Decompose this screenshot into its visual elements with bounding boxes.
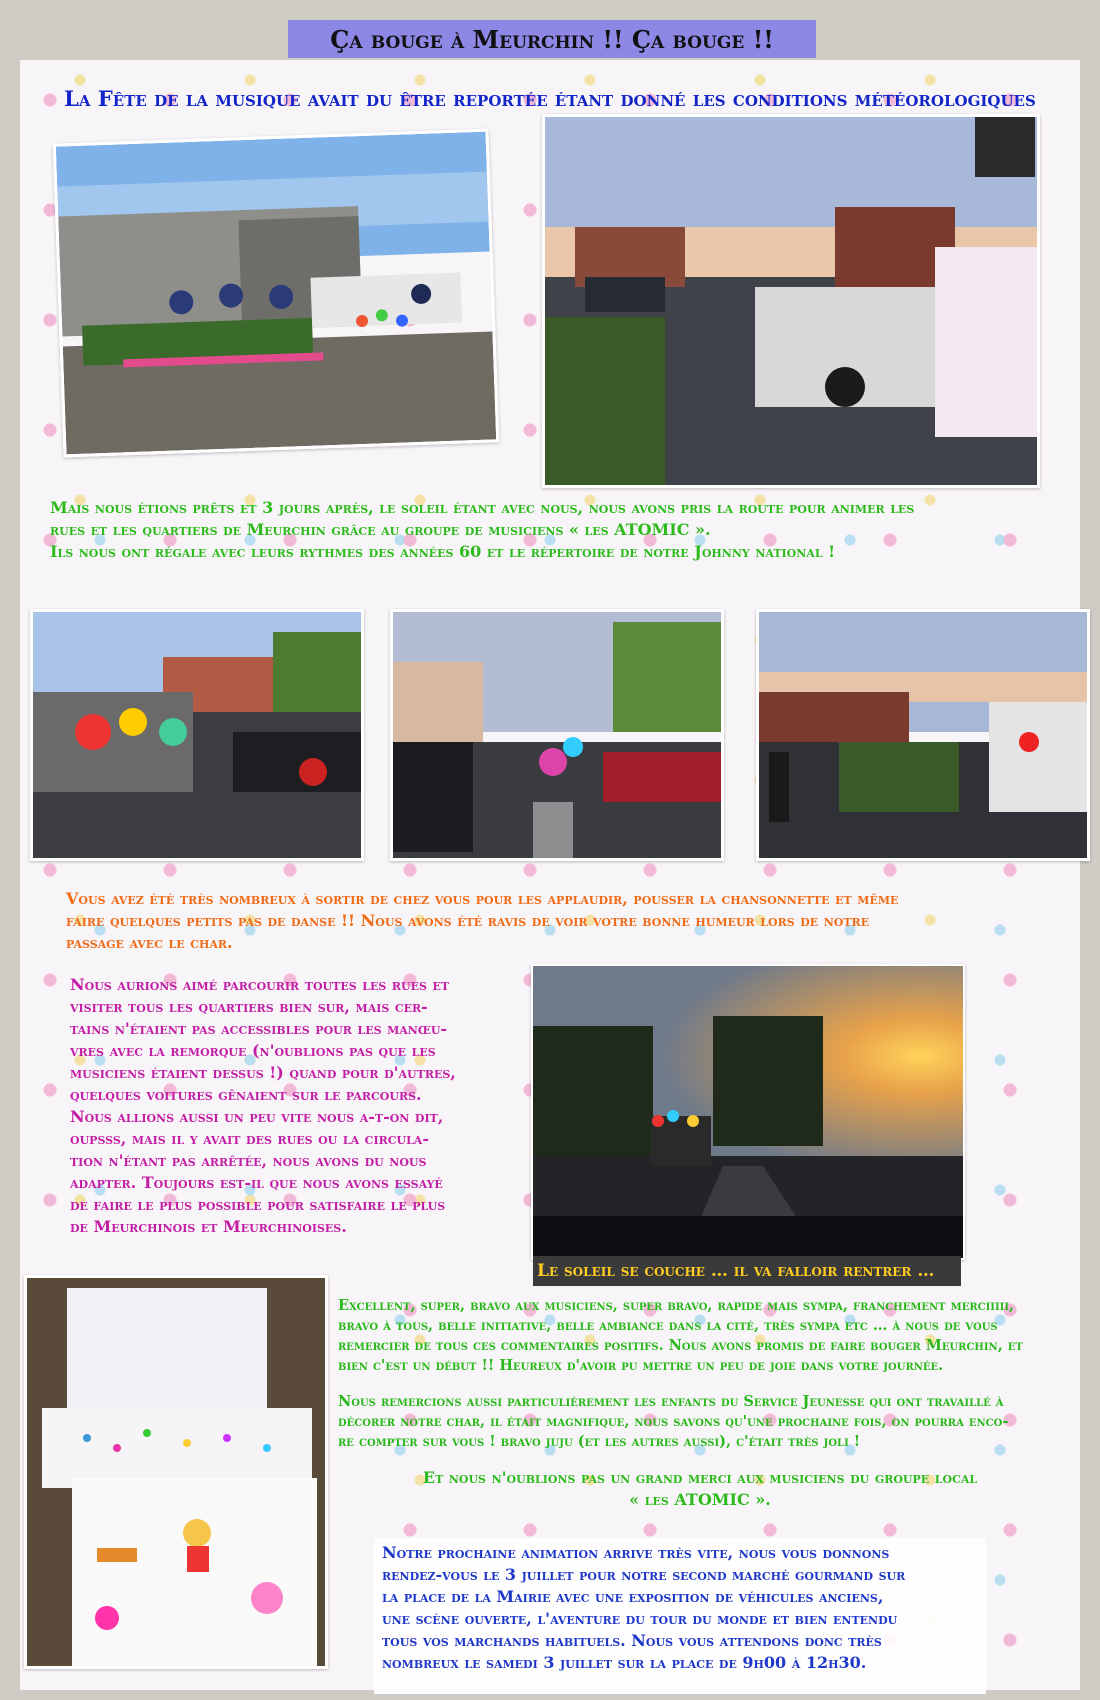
photo-sunset xyxy=(531,964,965,1260)
sunset-caption xyxy=(533,1256,961,1286)
intro-paragraph xyxy=(50,497,1060,563)
text-line: passage avec le char. xyxy=(66,933,233,952)
crowd-paragraph xyxy=(66,888,1066,954)
text-line: visiter tous les quartiers bien sur, mais cer- xyxy=(70,997,428,1016)
text-line: Vous avez été très nombreux à sortir de chez vous pour les applaudir, pousser la chansonnette et même xyxy=(66,889,899,908)
text-line: re compter sur vous ! bravo juju (et les autres aussi), c'était très joli ! xyxy=(338,1433,861,1450)
text-line: musiciens étaient dessus !) quand pour d'autres, xyxy=(70,1063,456,1082)
text-line: Nous remercions aussi particulièrement les enfants du Service Jeunesse qui ont travaillé à xyxy=(338,1393,1004,1410)
text-line: bravo à tous, belle initiative, belle ambiance dans la cité, très sympa etc … à nous de vous xyxy=(338,1317,998,1334)
text-line: rues et les quartiers de Meurchin grâce au groupe de musiciens « les ATOMIC ». xyxy=(50,520,711,539)
text-line: nombreux le samedi 3 juillet sur la place de 9h00 à 12h30. xyxy=(382,1653,867,1672)
photo-crowd-left xyxy=(30,609,364,861)
text-line: faire quelques petits pas de danse !! Nous avons été ravis de voir votre bonne humeur lors de notre xyxy=(66,911,870,930)
text-line: rendez-vous le 3 juillet pour notre second marché gourmand sur xyxy=(382,1565,906,1584)
text-line: vres avec la remorque (n'oublions pas que les xyxy=(70,1041,436,1060)
photo-truck-street xyxy=(542,114,1040,488)
thanks-kids-paragraph xyxy=(338,1392,1074,1452)
caption-text: Le soleil se couche … il va falloir rentrer … xyxy=(537,1261,935,1281)
text-line: Excellent, super, bravo aux musiciens, super bravo, rapide mais sympa, franchement merciiiii, xyxy=(338,1297,1015,1314)
text-line: « les ATOMIC ». xyxy=(629,1490,771,1509)
text-line: Et nous n'oublions pas un grand merci aux musiciens du groupe local xyxy=(422,1468,978,1487)
text-line: Nous aurions aimé parcourir toutes les rues et xyxy=(70,975,450,994)
text-line: Notre prochaine animation arrive très vite, nous vous donnons xyxy=(382,1543,890,1562)
text-line: tous vos marchands habituels. Nous vous attendons donc très xyxy=(382,1631,882,1650)
text-line: tains n'étaient pas accessibles pour les manœu- xyxy=(70,1019,448,1038)
text-line: Ils nous ont régale avec leurs rythmes des années 60 et le répertoire de notre Johnny national ! xyxy=(50,542,836,561)
text-line: la place de la Mairie avec une exposition de véhicules anciens, xyxy=(382,1587,884,1606)
text-line: une scène ouverte, l'aventure du tour du monde et bien entendu xyxy=(382,1609,898,1628)
thanks-musicians-paragraph xyxy=(330,1467,1070,1511)
subtitle: La Fête de la musique avait du être reportée étant donné les conditions météorologiques xyxy=(64,86,1036,111)
photo-band-trailer xyxy=(53,128,500,457)
photo-crowd-right xyxy=(756,609,1090,861)
text-line: remercier de tous ces commentaires positifs. Nous avons promis de faire bouger Meurchin, et xyxy=(338,1337,1023,1354)
text-line: décorer notre char, il était magnifique, nous savons qu'une prochaine fois, on pourra enco- xyxy=(338,1413,1009,1430)
comments-paragraph xyxy=(338,1296,1074,1376)
route-paragraph xyxy=(70,974,510,1238)
text-line: Nous allions aussi un peu vite nous a-t-on dit, xyxy=(70,1107,444,1126)
page-title-text: Ça bouge à Meurchin !! Ça bouge !! xyxy=(330,24,774,54)
text-line: adapter. Toujours est-il que nous avons essayé xyxy=(70,1173,443,1192)
text-line: Mais nous étions prêts et 3 jours après, le soleil étant avec nous, nous avons pris la route pour animer les xyxy=(50,498,915,517)
text-line: oupsss, mais il y avait des rues ou la circula- xyxy=(70,1129,429,1148)
text-line: bien c'est un début !! Heureux d'avoir pu mettre un peu de joie dans votre journée. xyxy=(338,1357,944,1374)
text-line: quelques voitures gênaient sur le parcours. xyxy=(70,1085,422,1104)
next-event-paragraph xyxy=(382,1542,982,1674)
text-line: de Meurchinois et Meurchinoises. xyxy=(70,1217,347,1236)
page-title xyxy=(288,20,816,58)
text-line: de faire le plus possible pour satisfaire le plus xyxy=(70,1195,446,1214)
photo-kids-banner xyxy=(24,1275,328,1669)
photo-crowd-middle xyxy=(390,609,724,861)
text-line: tion n'étant pas arrêtée, nous avons du nous xyxy=(70,1151,427,1170)
